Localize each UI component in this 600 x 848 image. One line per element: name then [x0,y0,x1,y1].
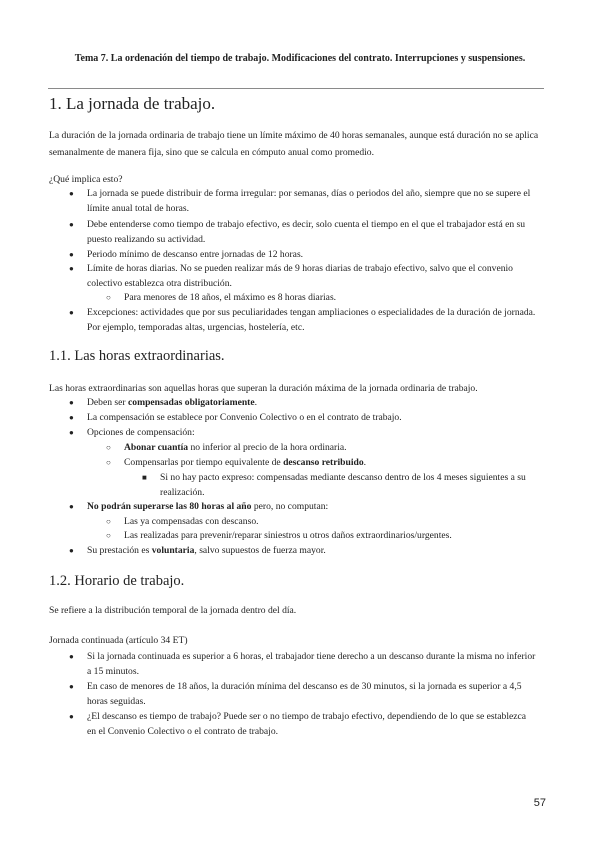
list-item: ○ Las ya compensadas con descanso. [106,516,259,527]
list-item: ● Deben ser compensadas obligatoriamente. [69,397,258,408]
list-item: ○ Las realizadas para prevenir/reparar siniestros u otros daños extraordinarios/urgentes. [106,530,452,541]
bullet-icon: ● [69,712,74,721]
list-item: ○ Para menores de 18 años, el máximo es 8 horas diarias. [106,292,337,303]
section-heading-jornada: 1. La jornada de trabajo. [49,94,216,113]
page-number: 57 [533,797,546,809]
paragraph-jornada-intro: La duración de la jornada ordinaria de trabajo tiene un límite máximo de 40 horas semanales, aunque está duración no se aplica semanalmente de manera fija, sino que se calcula en cómputo anual como promedio. [49,130,539,158]
paragraph-question: ¿Qué implica esto? [49,174,123,185]
bullet-icon: ● [69,652,74,661]
circle-bullet-icon: ○ [106,443,111,452]
bullet-icon: ● [69,308,74,317]
list-item: ● Si la jornada continuada es superior a 6 horas, el trabajador tiene derecho a un descanso durante la misma no inferior a 15 minutos. [69,651,536,677]
document-title: Tema 7. La ordenación del tiempo de trabajo. Modificaciones del contrato. Interrupciones y suspensiones. [74,53,526,64]
bullet-icon: ● [69,264,74,273]
bullet-icon: ● [69,189,74,198]
list-item: ● ¿El descanso es tiempo de trabajo? Puede ser o no tiempo de trabajo efectivo, dependiendo de lo que se establezca en el Convenio Colectivo o el contrato de trabajo. [69,711,527,737]
bullet-icon: ● [69,546,74,555]
bullet-icon: ● [69,220,74,229]
bullet-icon: ● [69,398,74,407]
list-item: ● La compensación se establece por Convenio Colectivo o en el contrato de trabajo. [69,412,402,423]
circle-bullet-icon: ○ [106,458,111,467]
list-item: ● Su prestación es voluntaria, salvo supuestos de fuerza mayor. [69,545,326,556]
paragraph-horas-intro: Las horas extraordinarias son aquellas horas que superan la duración máxima de la jornada ordinaria de trabajo. [49,383,478,394]
subheading-jornada-continuada: Jornada continuada (artículo 34 ET) [49,635,188,646]
list-item: ● Excepciones: actividades que por sus peculiaridades tengan ampliaciones o especialidades de la duración de jornada. Por ejemplo, temporadas altas, urgencias, hostelería, etc. [69,307,536,333]
bullet-icon: ● [69,250,74,259]
list-item: ○ Abonar cuantía no inferior al precio de la hora ordinaria. [106,442,347,453]
circle-bullet-icon: ○ [106,293,111,302]
bullet-icon: ● [69,502,74,511]
title-divider [48,88,544,89]
section-heading-horario: 1.2. Horario de trabajo. [49,573,185,589]
list-item: ● La jornada se puede distribuir de forma irregular: por semanas, días o periodos del año, siempre que no se supere el límite anual total de horas. [69,188,531,214]
bullet-icon: ● [69,413,74,422]
list-item: ● Debe entenderse como tiempo de trabajo efectivo, es decir, solo cuenta el tiempo en el que el trabajador está en su puesto realizando su actividad. [69,219,526,245]
list-item: ● Periodo mínimo de descanso entre jornadas de 12 horas. [69,249,304,260]
list-item: ● Límite de horas diarias. No se pueden realizar más de 9 horas diarias de trabajo efectivo, salvo que el convenio colectivo establezca otra distribución. [69,263,513,289]
list-item: ○ Compensarlas por tiempo equivalente de descanso retribuido. [106,457,367,468]
list-item: ● En caso de menores de 18 años, la duración mínima del descanso es de 30 minutos, si la jornada es superior a 4,5 horas seguidas. [69,681,522,707]
list-item: ■ Si no hay pacto expreso: compensadas mediante descanso dentro de los 4 meses siguientes a su realización. [142,472,526,498]
square-bullet-icon: ■ [142,473,147,482]
list-item: ● No podrán superarse las 80 horas al año pero, no computan: [69,501,329,512]
bullet-icon: ● [69,682,74,691]
circle-bullet-icon: ○ [106,531,111,540]
circle-bullet-icon: ○ [106,517,111,526]
bullet-icon: ● [69,428,74,437]
section-heading-horas-extra: 1.1. Las horas extraordinarias. [49,348,225,364]
paragraph-horario-intro: Se refiere a la distribución temporal de la jornada dentro del día. [49,605,297,616]
list-item: ● Opciones de compensación: [69,427,195,438]
